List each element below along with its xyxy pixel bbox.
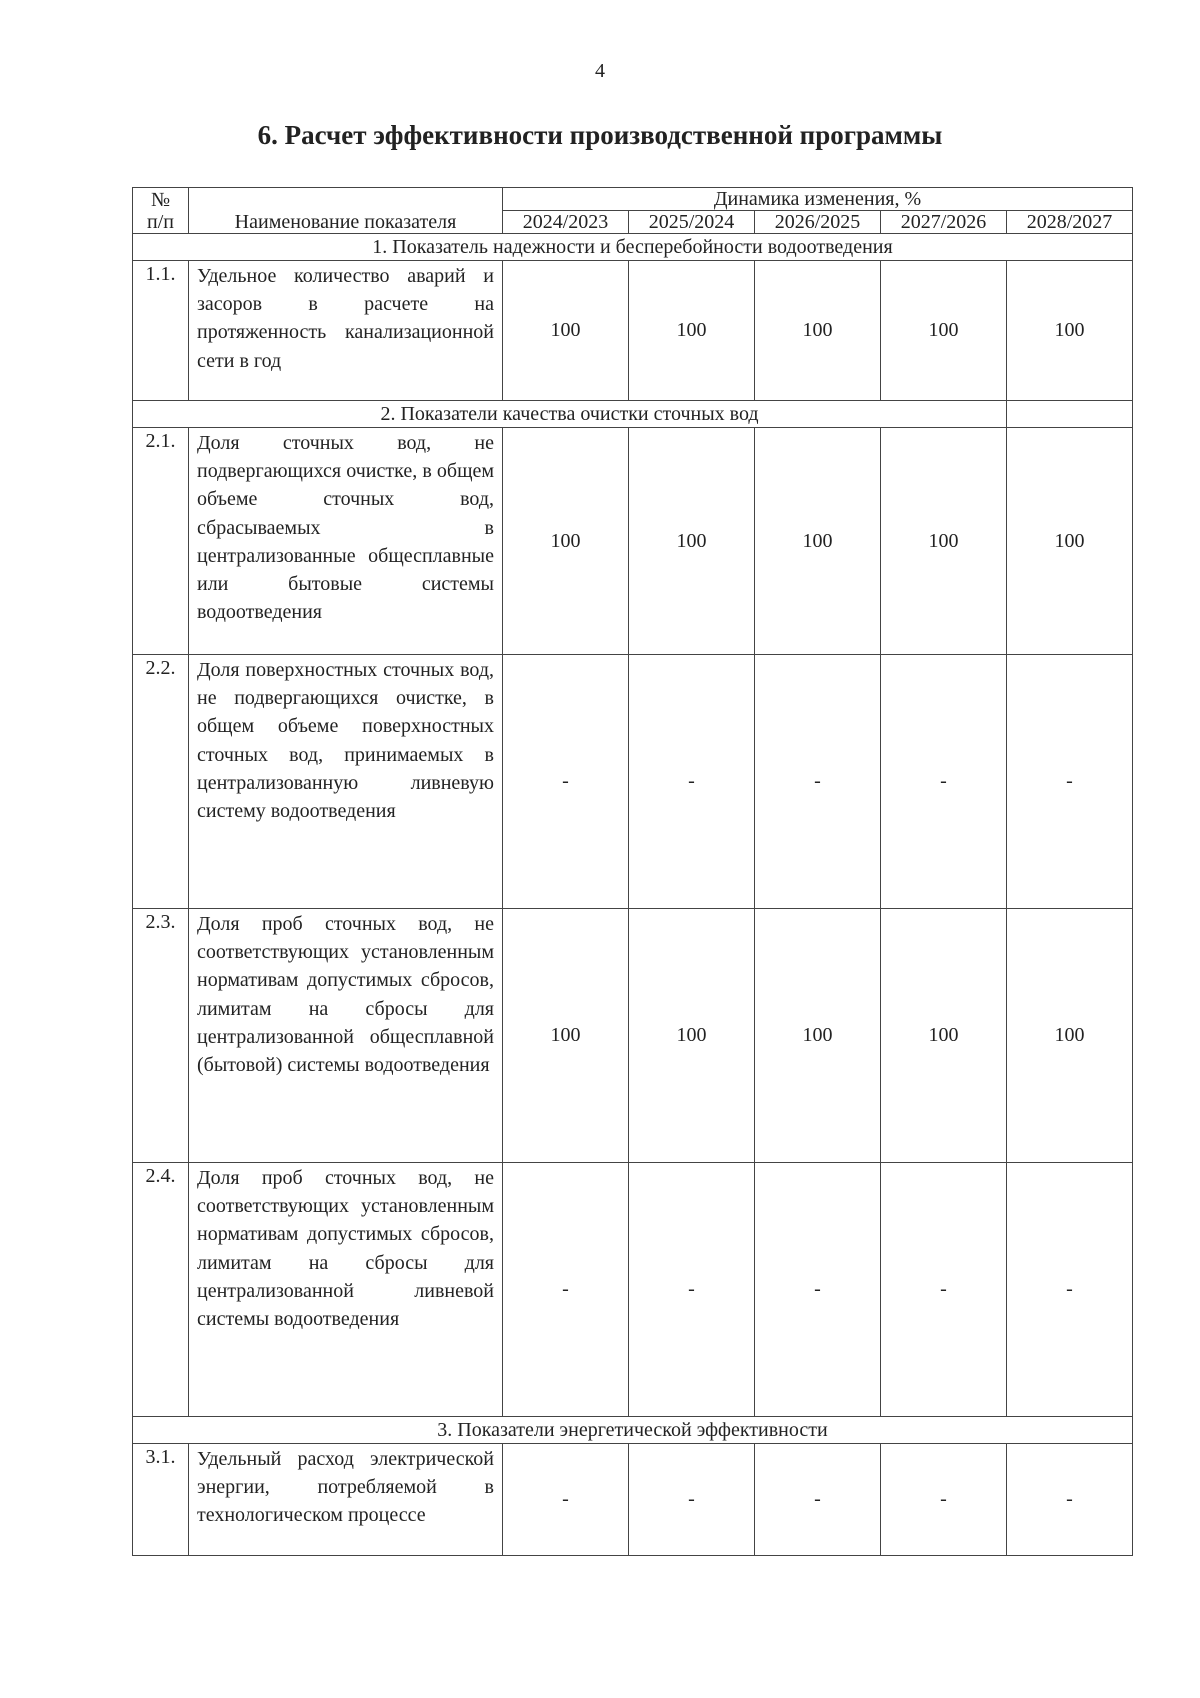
header-year: 2026/2025	[755, 211, 881, 234]
header-num	[133, 188, 189, 234]
row-value: 100	[629, 261, 755, 401]
row-number: 2.2.	[133, 655, 189, 909]
section-blank-cell	[1007, 401, 1133, 428]
row-name: Удельный расход электрической энергии, потребляемой в технологическом процессе	[189, 1444, 503, 1556]
header-num-line1: №	[150, 188, 171, 211]
table-row	[133, 428, 1133, 655]
section-row	[133, 234, 1133, 261]
row-value: -	[755, 1163, 881, 1417]
section-title: 2. Показатели качества очистки сточных вод	[133, 401, 1007, 428]
row-name: Доля проб сточных вод, не соответствующих установленным нормативам допустимых сбросов, лимитам на сбросы для централизованной ливневой системы водоотведения	[189, 1163, 503, 1417]
header-num-line2: п/п	[147, 210, 174, 233]
row-value: 100	[503, 261, 629, 401]
row-name: Удельное количество аварий и засоров в расчете на протяженность канализационной сети в год	[189, 261, 503, 401]
row-value: -	[629, 655, 755, 909]
section-row	[133, 1417, 1133, 1444]
row-number: 3.1.	[133, 1444, 189, 1556]
section-title: 1. Показатель надежности и бесперебойности водоотведения	[133, 234, 1133, 261]
row-value: -	[755, 655, 881, 909]
row-value: -	[629, 1163, 755, 1417]
row-number: 2.4.	[133, 1163, 189, 1417]
section-row	[133, 401, 1133, 428]
table-row	[133, 1163, 1133, 1417]
row-value: -	[503, 655, 629, 909]
row-name: Доля сточных вод, не подвергающихся очистке, в общем объеме сточных вод, сбрасываемых в централизованные общесплавные или бытовые системы водоотведения	[189, 428, 503, 655]
row-value: 100	[755, 428, 881, 655]
header-name: Наименование показателя	[189, 188, 503, 234]
row-number: 1.1.	[133, 261, 189, 401]
table-row	[133, 1444, 1133, 1556]
page-number: 4	[595, 60, 605, 82]
row-value: -	[1007, 1163, 1133, 1417]
row-value: 100	[503, 428, 629, 655]
row-value: -	[1007, 655, 1133, 909]
page-title: 6. Расчет эффективности производственной программы	[257, 120, 943, 150]
row-value: 100	[881, 428, 1007, 655]
header-dynamics: Динамика изменения, %	[503, 188, 1133, 211]
row-value: 100	[1007, 909, 1133, 1163]
row-name: Доля проб сточных вод, не соответствующих установленным нормативам допустимых сбросов, лимитам на сбросы для централизованной общесплавной (бытовой) системы водоотведения	[189, 909, 503, 1163]
row-value: 100	[755, 909, 881, 1163]
header-year: 2024/2023	[503, 211, 629, 234]
row-value: -	[503, 1444, 629, 1556]
table-row	[133, 655, 1133, 909]
row-number: 2.3.	[133, 909, 189, 1163]
row-value: 100	[1007, 428, 1133, 655]
row-value: 100	[755, 261, 881, 401]
row-value: 100	[629, 909, 755, 1163]
row-name: Доля поверхностных сточных вод, не подвергающихся очистке, в общем объеме поверхностных сточных вод, принимаемых в централизованную ливневую систему водоотведения	[189, 655, 503, 909]
row-value: -	[1007, 1444, 1133, 1556]
row-value: 100	[629, 428, 755, 655]
header-year: 2028/2027	[1007, 211, 1133, 234]
row-value: -	[881, 655, 1007, 909]
header-year: 2025/2024	[629, 211, 755, 234]
row-value: -	[755, 1444, 881, 1556]
row-value: -	[881, 1444, 1007, 1556]
header-row-1	[133, 188, 1133, 211]
row-value: -	[629, 1444, 755, 1556]
row-value: -	[881, 1163, 1007, 1417]
row-value: 100	[1007, 261, 1133, 401]
row-value: 100	[881, 909, 1007, 1163]
row-value: -	[503, 1163, 629, 1417]
efficiency-table	[132, 187, 1133, 1556]
row-number: 2.1.	[133, 428, 189, 655]
table-row	[133, 261, 1133, 401]
table-row	[133, 909, 1133, 1163]
row-value: 100	[881, 261, 1007, 401]
section-title: 3. Показатели энергетической эффективности	[133, 1417, 1133, 1444]
header-year: 2027/2026	[881, 211, 1007, 234]
row-value: 100	[503, 909, 629, 1163]
